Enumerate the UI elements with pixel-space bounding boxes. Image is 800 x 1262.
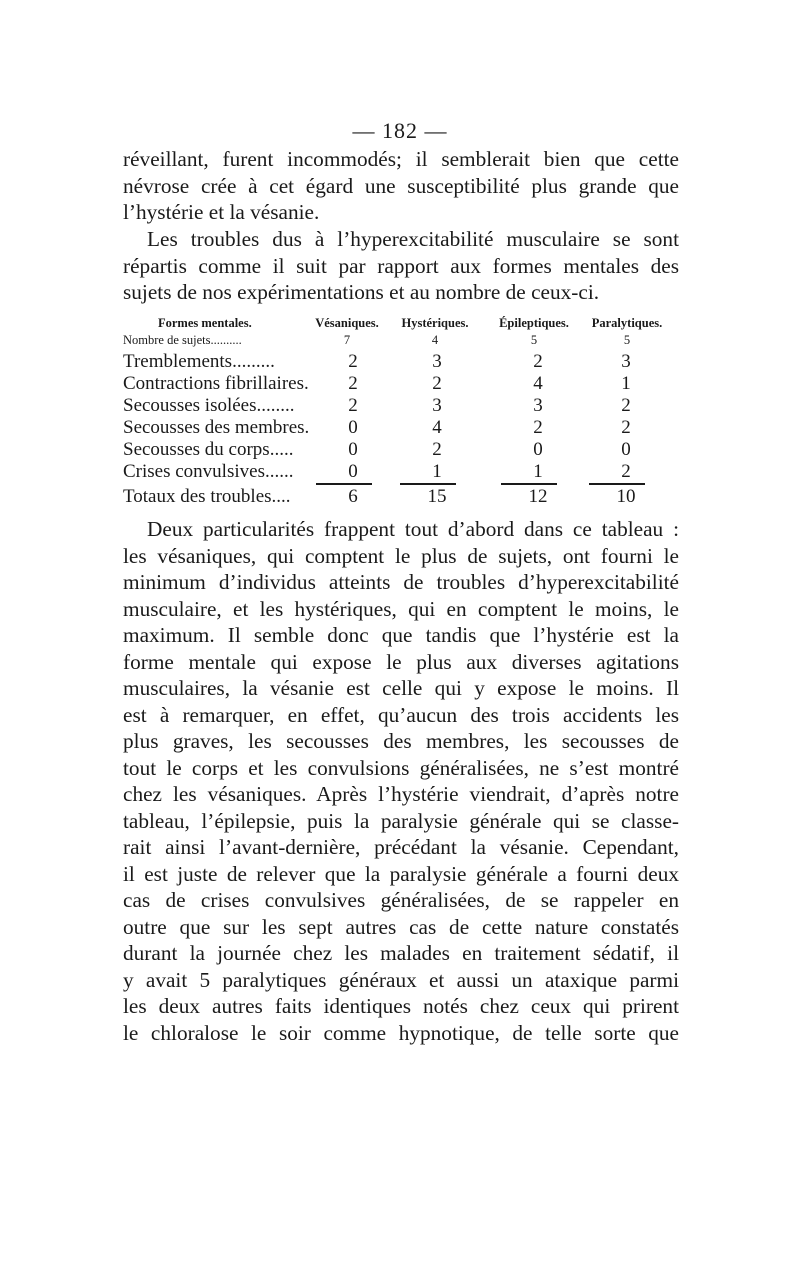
cell: 5: [623, 333, 631, 347]
text-line: il est juste de relever que la paralysie générale a fourni deux: [123, 861, 679, 886]
table-row-subjects: [123, 333, 679, 349]
text-line: maximum. Il semble donc que tandis que l’hystérie est la: [123, 623, 679, 647]
text-line: sujets de nos expérimentations et au nombre de ceux-ci.: [123, 280, 600, 304]
text-line: forme mentale qui expose le plus aux diverses agitations: [123, 649, 679, 674]
text-line: névrose crée à cet égard une susceptibilité plus grande que: [123, 173, 679, 198]
cell: 4: [432, 417, 442, 438]
cell: 2: [432, 439, 442, 460]
text-line: outre que sur les sept autres cas de cette nature constatés: [123, 914, 679, 939]
cell: 1: [432, 461, 442, 482]
cell: 2: [348, 351, 358, 372]
total-rule: [316, 483, 372, 485]
row-label: Tremblements.........: [123, 351, 275, 372]
cell: 2: [621, 461, 631, 482]
text-line: chez les vésaniques. Après l’hystérie viendrait, d’après notre: [123, 782, 679, 806]
text-line: réveillant, furent incommodés; il semblerait bien que cette: [123, 147, 679, 171]
header-paralytiques: Paralytiques.: [591, 316, 663, 330]
row-label: Secousses des membres.: [123, 417, 310, 438]
row-label: Secousses isolées........: [123, 395, 295, 416]
row-label: Crises convulsives......: [123, 461, 294, 482]
header-vesaniques: Vésaniques.: [315, 316, 379, 330]
paragraph-1: [123, 146, 679, 226]
text-line: durant la journée chez les malades en traitement sédatif, il: [123, 941, 679, 965]
text-line: plus graves, les secousses des membres, les secousses de: [123, 729, 679, 753]
cell: 0: [621, 439, 631, 460]
cell: 3: [432, 351, 442, 372]
total-rule: [501, 483, 557, 485]
cell: 0: [348, 417, 358, 438]
cell: 2: [348, 395, 358, 416]
text-line: Deux particularités frappent tout d’abord dans ce tableau :: [147, 517, 679, 541]
page-number: — 182 —: [352, 118, 448, 143]
cell: 4: [431, 333, 439, 347]
cell: 2: [621, 395, 631, 416]
header-hysteriques: Hystériques.: [401, 316, 469, 330]
cell: 3: [533, 395, 543, 416]
text-line: Les troubles dus à l’hyperexcitabilité musculaire se sont: [147, 227, 679, 251]
cell: 2: [432, 373, 442, 394]
text-line: musculaires, la vésanie est celle qui y expose le moins. Il: [123, 676, 679, 700]
text-line: répartis comme il suit par rapport aux formes mentales des: [123, 253, 679, 278]
row-label: Secousses du corps.....: [123, 439, 294, 460]
row-label: Contractions fibrillaires.: [123, 373, 309, 394]
cell: 15: [427, 486, 447, 507]
cell: 0: [348, 461, 358, 482]
cell: 2: [533, 417, 543, 438]
text-line: tableau, l’épilepsie, puis la paralysie générale qui se classe-: [123, 808, 679, 833]
text-line: y avait 5 paralytiques généraux et aussi un ataxique parmi: [123, 967, 679, 992]
text-line: l’hystérie et la vésanie.: [123, 200, 320, 224]
text-line: le chloralose le soir comme hypnotique, de telle sorte que: [123, 1020, 679, 1045]
row-label: Totaux des troubles....: [123, 486, 291, 507]
cell: 2: [348, 373, 358, 394]
row-label: Nombre de sujets..........: [123, 333, 242, 347]
cell: 0: [533, 439, 543, 460]
text-line: les deux autres faits identiques notés chez ceux qui prirent: [123, 994, 679, 1018]
paragraph-2: [123, 226, 679, 306]
table-header: [123, 316, 679, 332]
cell: 3: [432, 395, 442, 416]
cell: 3: [621, 351, 631, 372]
total-rule: [400, 483, 456, 485]
text-line: rait ainsi l’avant-dernière, précédant la vésanie. Cependant,: [123, 835, 679, 859]
header-epileptiques: Épileptiques.: [499, 316, 569, 330]
cell: 5: [530, 333, 538, 347]
text-line: cas de crises convulsives généralisées, de se rappeler en: [123, 888, 679, 912]
cell: 1: [621, 373, 631, 394]
text-line: les vésaniques, qui comptent le plus de sujets, ont fourni le: [123, 543, 679, 568]
text-line: minimum d’individus atteints de troubles d’hyperexcitabilité: [123, 570, 679, 594]
cell: 12: [528, 486, 548, 507]
text-line: est à remarquer, en effet, qu’aucun des trois accidents les: [123, 702, 679, 727]
cell: 0: [348, 439, 358, 460]
cell: 10: [616, 486, 636, 507]
cell: 2: [621, 417, 631, 438]
text-line: musculaire, et les hystériques, qui en comptent le moins, le: [123, 596, 679, 621]
cell: 4: [533, 373, 543, 394]
cell: 6: [348, 486, 358, 507]
cell: 2: [533, 351, 543, 372]
total-rule: [589, 483, 645, 485]
header-forms: Formes mentales.: [158, 316, 252, 330]
cell: 1: [533, 461, 543, 482]
text-line: tout le corps et les convulsions généralisées, ne s’est montré: [123, 755, 679, 780]
cell: 7: [343, 333, 351, 347]
paragraph-3: [123, 516, 679, 1046]
